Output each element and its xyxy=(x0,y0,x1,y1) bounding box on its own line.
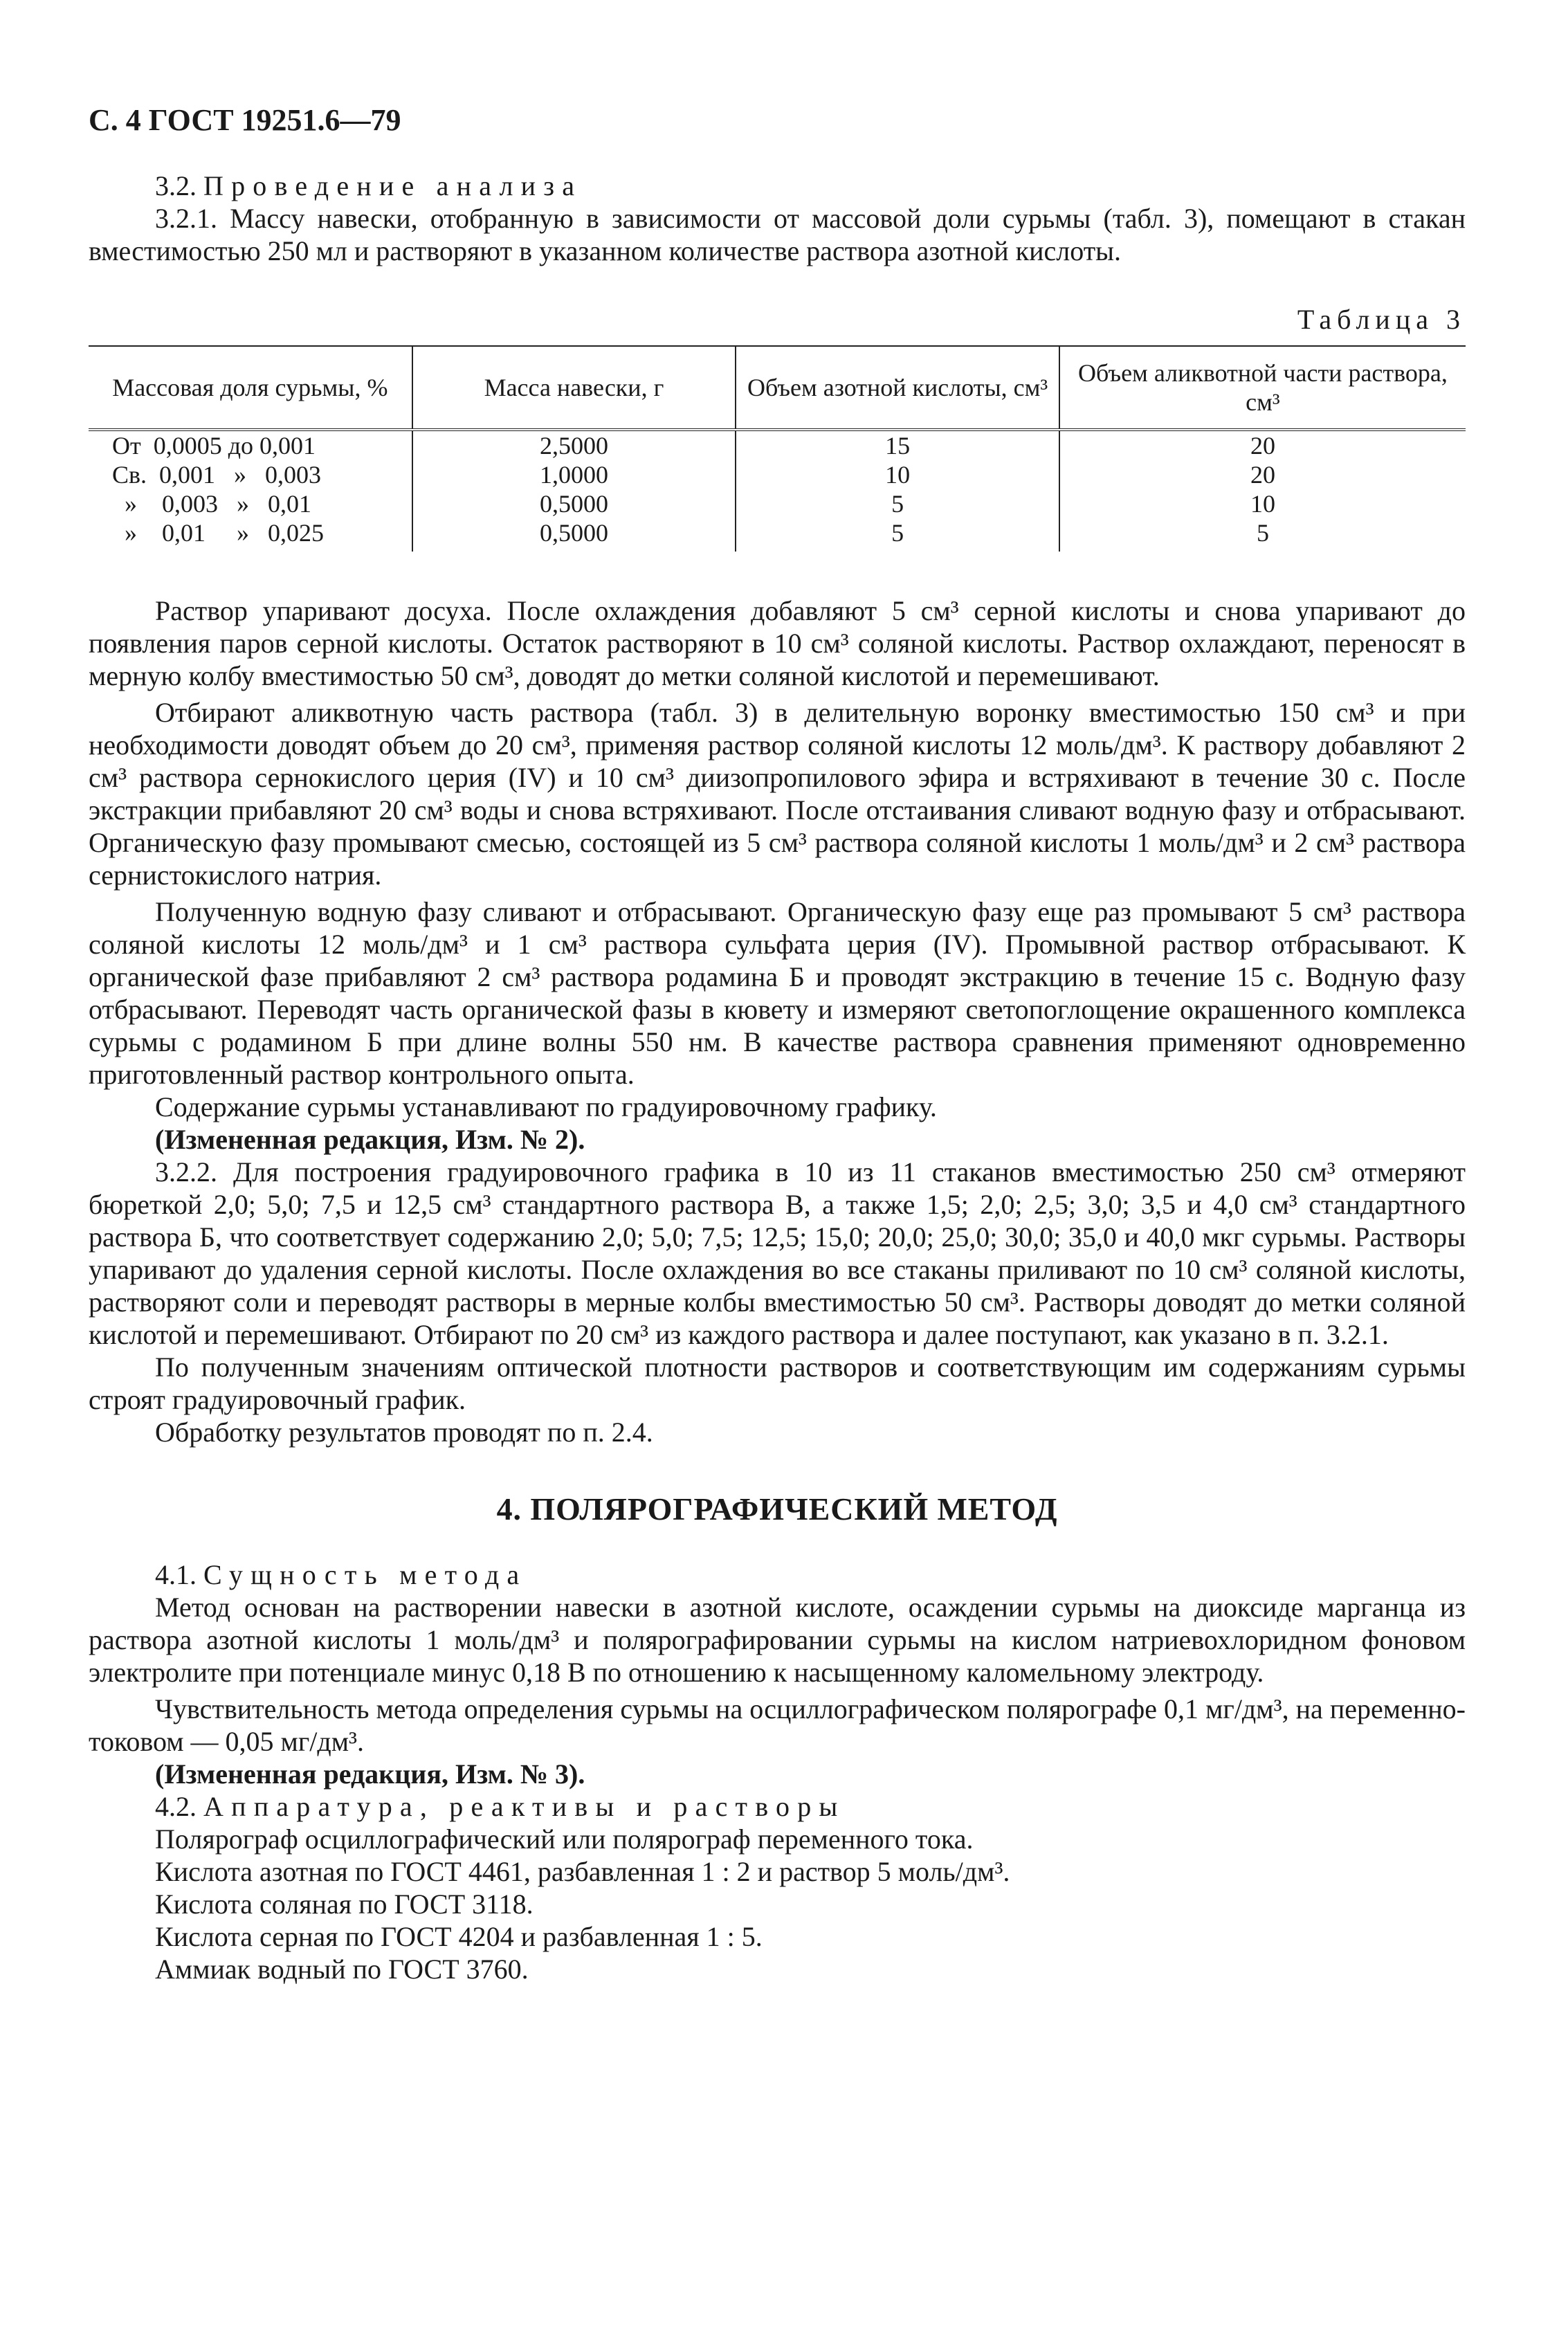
table-row xyxy=(89,489,1466,518)
section-4-1-number: 4.1. xyxy=(155,1559,197,1590)
section-4-2-title: Аппаратура, реактивы и растворы xyxy=(203,1791,846,1822)
section-4-1-title: Сущность метода xyxy=(203,1559,527,1590)
reagent-line: Кислота серная по ГОСТ 4204 и разбавленная 1 : 5. xyxy=(155,1921,763,1952)
reagent-line: Кислота соляная по ГОСТ 3118. xyxy=(155,1889,534,1920)
table-header-row xyxy=(89,346,1466,430)
section-3-2-number: 3.2. xyxy=(155,170,197,201)
paragraph: Обработку результатов проводят по п. 2.4. xyxy=(155,1417,653,1448)
paragraph-3-2-1: 3.2.1. Массу навески, отобранную в зависимости от массовой доли сурьмы (табл. 3), помещают в стакан вместимостью 250 мл и растворяют в указанном количестве раствора азотной кислоты. xyxy=(89,203,1466,266)
table-cell: Св. 0,001 » 0,003 xyxy=(112,461,322,489)
table-cell: 0,5000 xyxy=(412,518,736,552)
table-cell: 5 xyxy=(736,518,1059,552)
paragraph: Чувствительность метода определения сурьмы на осциллографическом полярографе 0,1 мг/дм³, на переменно-токовом — 0,05 мг/дм³. xyxy=(89,1693,1466,1757)
paragraph-3-2-2: 3.2.2. Для построения градуировочного графика в 10 из 11 стаканов вместимостью 250 см³ отмеряют бюреткой 2,0; 5,0; 7,5 и 12,5 см³ стандартного раствора В, а также 1,5; 2,0; 2,5; 3,0; 3,5 и 4,0 см³ стандартного раствора Б, что соответствует содержанию 2,0; 5,0; 7,5; 12,5; 15,0; 20,0; 25,0; 30,0; 35,0 и 40,0 мкг сурьмы. Растворы упаривают до удаления серной кислоты. После охлаждения во все стаканы приливают по 10 см³ соляной кислоты, растворяют соли и переводят растворы в мерные колбы вместимостью 50 см³. Растворы доводят до метки соляной кислотой и перемешивают. Отбирают по 20 см³ из каждого раствора и далее поступают, как указано в п. 3.2.1. xyxy=(89,1156,1466,1350)
section-3-2-title: Проведение анализа xyxy=(203,170,583,201)
table-cell: 10 xyxy=(736,460,1059,489)
edit-note: (Измененная редакция, Изм. № 2). xyxy=(155,1124,585,1155)
section-4-2-heading xyxy=(89,1790,1466,1823)
paragraph: Метод основан на растворении навески в азотной кислоте, осаждении сурьмы на диоксиде марганца из раствора азотной кислоты 1 моль/дм³ и полярографировании сурьмы на кислом натриевохлоридном фоновом электролите при потенциале минус 0,18 В по отношению к насыщенному каломельному электроду. xyxy=(89,1592,1466,1688)
table-header-cell: Массовая доля сурьмы, % xyxy=(89,346,412,430)
section-3-2-heading xyxy=(89,170,1466,202)
paragraph: Полученную водную фазу сливают и отбрасывают. Органическую фазу еще раз промывают 5 см³ раствора соляной кислоты 12 моль/дм³ и 1 см³ раствора сульфата церия (IV). Промывной раствор отбрасывают. К органической фазе прибавляют 2 см³ раствора родамина Б и проводят экстракцию в течение 15 с. Водную фазу отбрасывают. Переводят часть органической фазы в кювету и измеряют светопоглощение окрашенного комплекса сурьмы с родамином Б при длине волны 550 нм. В качестве раствора сравнения применяют одновременно приготовленный раствор контрольного опыта. xyxy=(89,896,1466,1090)
table-cell: 0,5000 xyxy=(412,489,736,518)
document-page xyxy=(89,104,1466,1985)
table-header-cell: Масса навески, г xyxy=(412,346,736,430)
table-row xyxy=(89,460,1466,489)
table-3-caption: Таблица 3 xyxy=(1297,304,1466,335)
reagent-line: Кислота азотная по ГОСТ 4461, разбавленная 1 : 2 и раствор 5 моль/дм³. xyxy=(155,1856,1010,1887)
table-cell: 2,5000 xyxy=(412,430,736,460)
table-cell: 1,0000 xyxy=(412,460,736,489)
table-cell: 20 xyxy=(1059,460,1466,489)
table-row xyxy=(89,518,1466,552)
page-header: С. 4 ГОСТ 19251.6—79 xyxy=(89,103,401,137)
table-header-cell: Объем азотной кислоты, см³ xyxy=(736,346,1059,430)
paragraph: Раствор упаривают досуха. После охлаждения добавляют 5 см³ серной кислоты и снова упаривают до появления паров серной кислоты. Остаток растворяют в 10 см³ соляной кислоты. Раствор охлаждают, переносят в мерную колбу вместимостью 50 см³, доводят до метки соляной кислотой и перемешивают. xyxy=(89,595,1466,691)
section-4-title: 4. ПОЛЯРОГРАФИЧЕСКИЙ МЕТОД xyxy=(496,1491,1058,1527)
table-cell: 5 xyxy=(1059,518,1466,552)
table-cell: 20 xyxy=(1059,430,1466,460)
table-header-cell: Объем аликвотной части раствора, см³ xyxy=(1059,346,1466,430)
table-row xyxy=(89,430,1466,460)
reagent-line: Аммиак водный по ГОСТ 3760. xyxy=(155,1954,529,1985)
table-cell: 15 xyxy=(736,430,1059,460)
paragraph: Отбирают аликвотную часть раствора (табл. 3) в делительную воронку вместимостью 150 см³ и при необходимости доводят объем до 20 см³, применяя раствор соляной кислоты 12 моль/дм³. К раствору добавляют 2 см³ раствора сернокислого церия (IV) и 10 см³ диизопропилового эфира и встряхивают в течение 30 с. После экстракции прибавляют 20 см³ воды и снова встряхивают. После отстаивания сливают водную фазу и отбрасывают. Органическую фазу промывают смесью, состоящей из 5 см³ раствора соляной кислоты 1 моль/дм³ и 2 см³ раствора сернистокислого натрия. xyxy=(89,697,1466,891)
table-cell: 10 xyxy=(1059,489,1466,518)
reagent-line: Полярограф осциллографический или полярограф переменного тока. xyxy=(155,1823,974,1855)
table-3 xyxy=(89,345,1466,552)
section-4-1-heading xyxy=(89,1558,1466,1591)
edit-note: (Измененная редакция, Изм. № 3). xyxy=(155,1758,585,1790)
paragraph: Содержание сурьмы устанавливают по градуировочному графику. xyxy=(155,1091,937,1122)
table-cell: От 0,0005 до 0,001 xyxy=(112,432,316,459)
section-4-2-number: 4.2. xyxy=(155,1791,197,1822)
table-cell: » 0,003 » 0,01 xyxy=(112,490,311,518)
table-cell: » 0,01 » 0,025 xyxy=(112,519,324,547)
table-cell: 5 xyxy=(736,489,1059,518)
paragraph: По полученным значениям оптической плотности растворов и соответствующим им содержаниям сурьмы строят градуировочный график. xyxy=(89,1352,1466,1415)
